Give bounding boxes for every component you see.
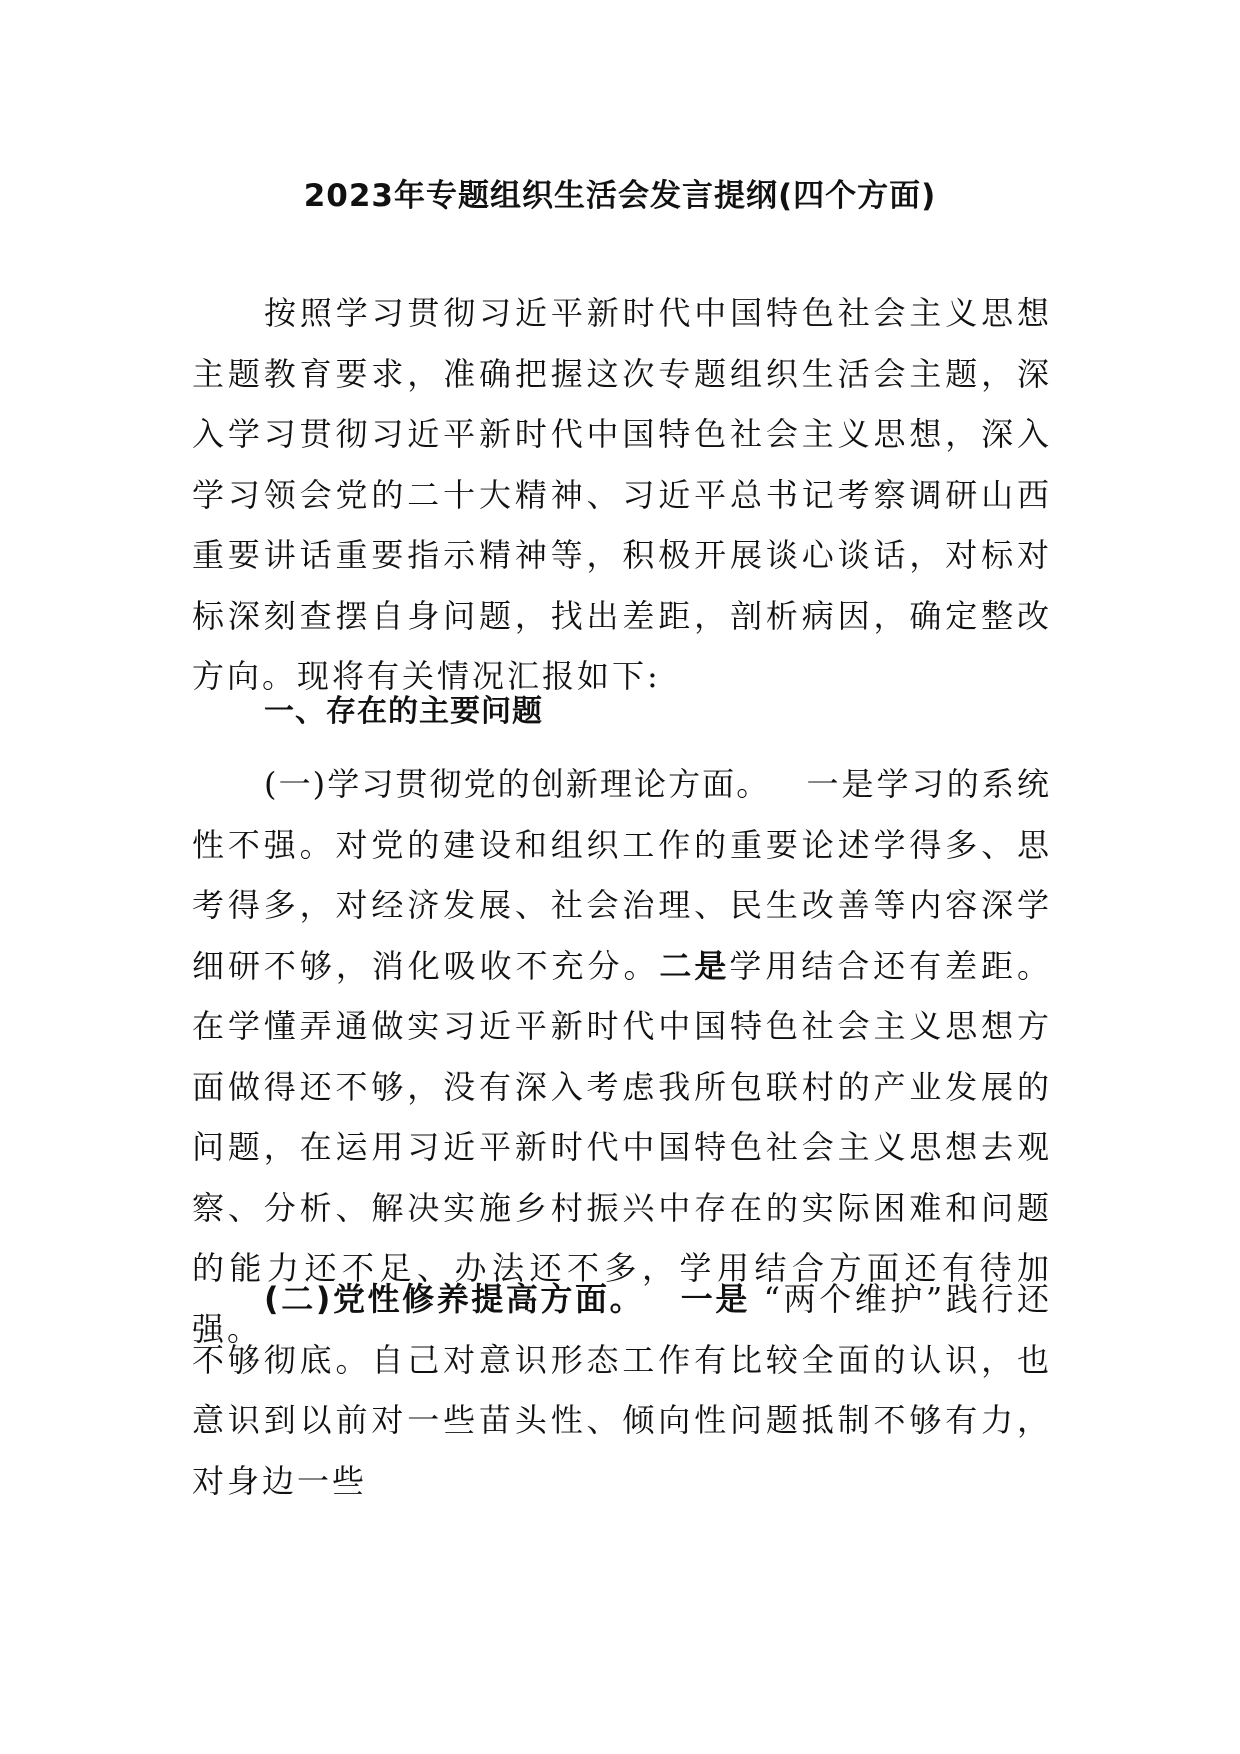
document-title: 2023年专题组织生活会发言提纲(四个方面) xyxy=(303,178,937,214)
item2-text: “两个维护”践行还不够彻底。自己对意识形态工作有比较全面的认识，也意识到以前对一些苗头性、倾向性问题抵制不够有力，对身边一些 xyxy=(192,1280,1052,1500)
section-heading: 一、存在的主要问题 xyxy=(264,694,543,729)
item1-text-part1: 一是学习的系统性不强。对党的建设和组织工作的重要论述学得多、思考得多，对经济发展、社会治理、民生改善等内容深学细研不够，消化吸收不充分。 xyxy=(192,765,1052,985)
intro-paragraph: 按照学习贯彻习近平新时代中国特色社会主义思想主题教育要求，准确把握这次专题组织生活会主题，深入学习贯彻习近平新时代中国特色社会主义思想，深入学习领会党的二十大精神、习近平总书记考察调研山西重要讲话重要指示精神等，积极开展谈心谈话，对标对标深刻查摆自身问题，找出差距，剖析病因，确定整改方向。现将有关情况汇报如下: xyxy=(192,294,1052,695)
item1-lead: (一)学习贯彻党的创新理论方面。 xyxy=(264,765,771,803)
item1-marker: 二是 xyxy=(659,946,730,985)
item2-paragraph xyxy=(192,1269,1052,1511)
item2-lead: (二)党性修养提高方面。 xyxy=(264,1280,645,1318)
item2-marker: 一是 xyxy=(680,1280,750,1318)
item1-text-part2: 学用结合还有差距。在学懂弄通做实习近平新时代中国特色社会主义思想方面做得还不够，没有深入考虑我所包联村的产业发展的问题，在运用习近平新时代中国特色社会主义思想去观察、分析、解决实施乡村振兴中存在的实际困难和问题的能力还不足、办法还不多，学用结合方面还有待加强。 xyxy=(192,946,1052,1348)
